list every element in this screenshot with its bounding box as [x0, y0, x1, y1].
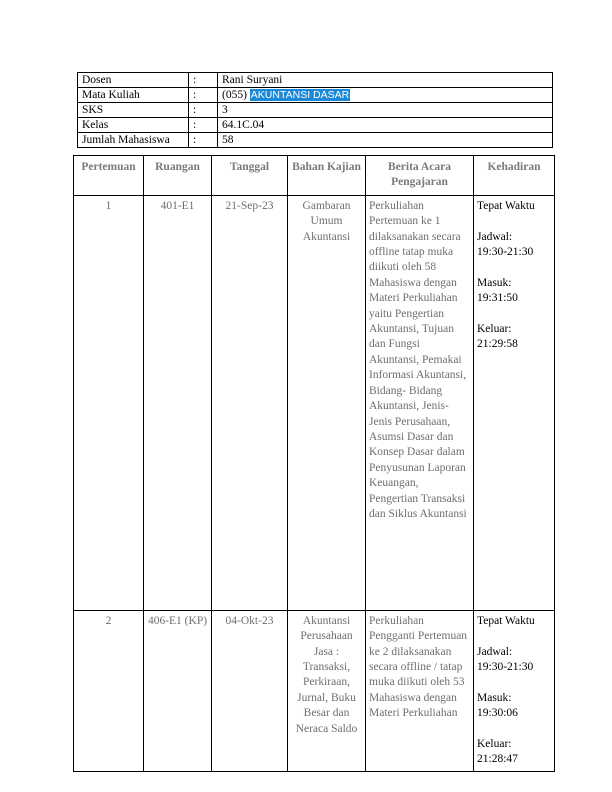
cell-tanggal: 21-Sep-23: [212, 195, 288, 610]
cell-berita-acara: Perkuliahan Pertemuan ke 1 dilaksanakan secara offline tatap muka diikuti oleh 58 Mahasiswa dengan Materi Perkuliahan yaitu Pengertian Akuntansi, Tujuan dan Fungsi Akuntansi, Pemakai Informasi Akuntansi, Bidang- Bidang Akuntansi, Jenis-Jenis Perusahaan, Asumsi Dasar dan Konsep Dasar dalam Penyusunan Laporan Keuangan, Pengertian Transaksi dan Siklus Akuntansi: [366, 195, 474, 610]
header-pertemuan: Pertemuan: [74, 156, 144, 196]
info-value-kelas: 64.1C.04: [218, 118, 553, 133]
keluar-label: Keluar:: [477, 323, 512, 336]
masuk-value: 19:30:06: [477, 707, 518, 720]
masuk-label: Masuk:: [477, 691, 512, 704]
info-row-jumlah-mahasiswa: [78, 133, 553, 148]
keluar-value: 21:28:47: [477, 753, 518, 766]
info-label: Dosen: [78, 73, 189, 88]
masuk-label: Masuk:: [477, 276, 512, 289]
cell-ruangan: 406-E1 (KP): [144, 610, 212, 771]
attendance-status: Tepat Waktu: [477, 199, 535, 212]
header-kehadiran: Kehadiran: [474, 156, 555, 196]
info-separator: :: [189, 118, 218, 133]
cell-bahan-kajian: Gambaran Umum Akuntansi: [288, 195, 366, 610]
header-bahan-kajian: Bahan Kajian: [288, 156, 366, 196]
selected-text-highlight[interactable]: AKUNTANSI DASAR: [250, 89, 350, 101]
jadwal-value: 19:30-21:30: [477, 661, 534, 674]
table-header-row: [74, 156, 555, 196]
cell-pertemuan: 2: [74, 610, 144, 771]
info-label: SKS: [78, 103, 189, 118]
info-value-sks: 3: [218, 103, 553, 118]
cell-kehadiran: [474, 195, 555, 610]
info-label: Kelas: [78, 118, 189, 133]
info-row-sks: [78, 103, 553, 118]
info-row-mata-kuliah: [78, 88, 553, 103]
table-row: [74, 610, 555, 771]
info-label: Mata Kuliah: [78, 88, 189, 103]
jadwal-value: 19:30-21:30: [477, 246, 534, 259]
info-separator: :: [189, 73, 218, 88]
cell-bahan-kajian: Akuntansi Perusahaan Jasa : Transaksi, Perkiraan, Jurnal, Buku Besar dan Neraca Saldo: [288, 610, 366, 771]
course-info-table: [77, 72, 553, 148]
cell-tanggal: 04-Okt-23: [212, 610, 288, 771]
cell-berita-acara: Perkuliahan Pengganti Pertemuan ke 2 dilaksanakan secara offline / tatap muka diikuti oleh 53 Mahasiswa dengan Materi Perkuliahan: [366, 610, 474, 771]
keluar-value: 21:29:58: [477, 338, 518, 351]
table-row: [74, 195, 555, 610]
info-row-kelas: [78, 118, 553, 133]
cell-ruangan: 401-E1: [144, 195, 212, 610]
course-code: (055): [222, 89, 250, 101]
header-tanggal: Tanggal: [212, 156, 288, 196]
header-berita-acara: Berita Acara Pengajaran: [366, 156, 474, 196]
info-row-dosen: [78, 73, 553, 88]
jadwal-label: Jadwal:: [477, 645, 513, 658]
keluar-label: Keluar:: [477, 738, 512, 751]
info-value-jumlah-mahasiswa: 58: [218, 133, 553, 148]
masuk-value: 19:31:50: [477, 292, 518, 305]
info-separator: :: [189, 103, 218, 118]
info-value-mata-kuliah: [218, 88, 553, 103]
jadwal-label: Jadwal:: [477, 230, 513, 243]
info-separator: :: [189, 88, 218, 103]
cell-kehadiran: [474, 610, 555, 771]
header-ruangan: Ruangan: [144, 156, 212, 196]
info-value-dosen: Rani Suryani: [218, 73, 553, 88]
cell-pertemuan: 1: [74, 195, 144, 610]
info-label: Jumlah Mahasiswa: [78, 133, 189, 148]
info-separator: :: [189, 133, 218, 148]
attendance-table: [73, 155, 555, 772]
attendance-status: Tepat Waktu: [477, 614, 535, 627]
